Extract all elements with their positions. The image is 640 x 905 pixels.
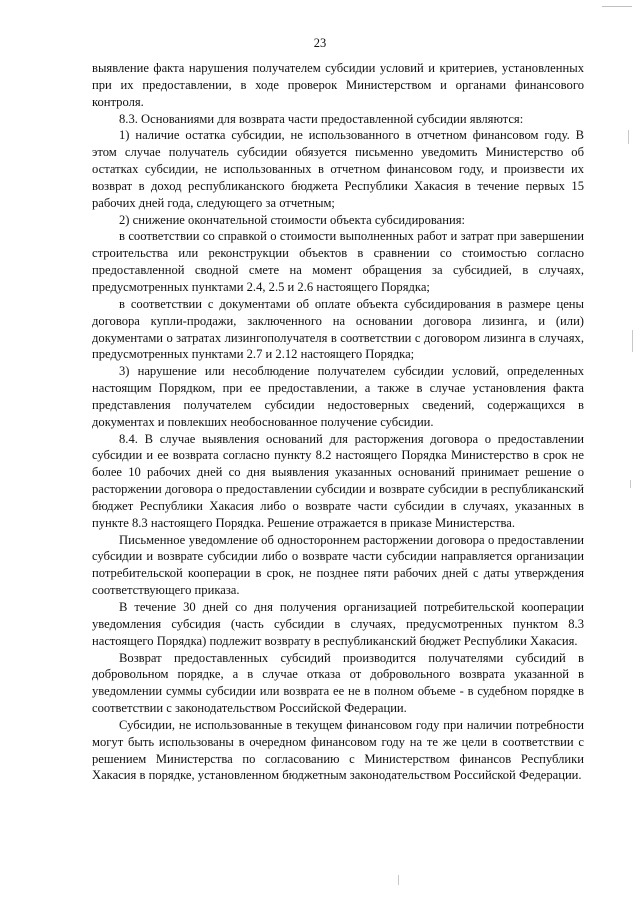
scan-corner-mark <box>602 6 632 7</box>
page-number: 23 <box>313 36 327 50</box>
paragraph-unused-subsidies: Субсидии, не использованные в текущем финансовом году при наличии потребности могут быть использованы в очередном финансовом году на те же цели в соответствии с решением Министерства по согласованию с Министерством финансов Республики Хакасия в порядке, установленном бюджетным законодательством Российской Федерации. <box>92 717 584 783</box>
paragraph-voluntary-return: Возврат предоставленных субсидий производится получателями субсидий в добровольном порядке, а в случае отказа от добровольного возврата указанной в уведомлении суммы субсидии или возврата ее не в полном объеме - в судебном порядке в соответствии с законодательством Российской Федерации. <box>92 650 584 716</box>
paragraph-continuation: выявление факта нарушения получателем субсидии условий и критериев, установленных при их предоставлении, в ходе проверок Министерством и органами финансового контроля. <box>92 61 584 109</box>
paragraph-8-4: 8.4. В случае выявления оснований для расторжения договора о предоставлении субсидии и ее возврата согласно пункту 8.2 настоящего Порядка Министерство в срок не более 10 рабочих дней со дня выявления указанных оснований принимает решение о расторжении договора о предоставлении субсидии и возврате субсидии в республиканский бюджет Республики Хакасия либо о возврате части субсидии в случаях, указанных в пункте 8.3 настоящего Порядка. Решение отражается в приказе Министерства. <box>92 431 584 530</box>
scan-artifact-right-low <box>630 480 631 488</box>
scan-artifact-right-mid <box>632 330 633 352</box>
paragraph-30-days: В течение 30 дней со дня получения организацией потребительской кооперации уведомления субсидия (часть субсидии в случаях, предусмотренных пунктом 8.3 настоящего Порядка) подлежит возврату в республиканский бюджет Республики Хакасия. <box>92 600 584 648</box>
paragraph-8-3-item-2: 2) снижение окончательной стоимости объекта субсидирования: <box>119 212 466 227</box>
scan-artifact-right-top <box>628 130 629 144</box>
paragraph-8-3-item-3: 3) нарушение или несоблюдение получателем субсидии условий, определенных настоящим Порядком, при ее предоставлении, а также в случае установления факта представления получателем субсидии недостоверных сведений, содержащихся в документах и повлекших необоснованное получение субсидии. <box>92 364 584 429</box>
paragraph-written-notice: Письменное уведомление об одностороннем расторжении договора о предоставлении субсидии и возврате субсидии либо о возврате части субсидии направляется организации потребительской кооперации в срок, не позднее пяти рабочих дней с даты утверждения соответствующего приказа. <box>92 532 584 598</box>
paragraph-8-3-item-1: 1) наличие остатка субсидии, не использованного в отчетном финансовом году. В этом случае получатель субсидии обязуется письменно уведомить Министерство об остатках субсидии, не использованных в отчетном финансовом году, и произвести их возврат в доход республиканского бюджета Республики Хакасия в течение первых 15 рабочих дней года, следующего за отчетным; <box>92 128 584 210</box>
paragraph-8-3-heading: 8.3. Основаниями для возврата части предоставленной субсидии являются: <box>119 111 524 126</box>
paragraph-8-3-item-2-b: в соответствии с документами об оплате объекта субсидирования в размере цены договора купли-продажи, заключенного на основании договора лизинга, и (или) документами о затратах лизингополучателя в соответствии с договором лизинга в случаях, предусмотренных пунктами 2.7 и 2.12 настоящего Порядка; <box>92 296 584 362</box>
paragraph-8-3-item-2-a: в соответствии со справкой о стоимости выполненных работ и затрат при завершении строительства или реконструкции объектов в сравнении со стоимостью согласно предоставленной сводной смете на момент обращения за субсидией, в случаях, предусмотренных пунктами 2.4, 2.5 и 2.6 настоящего Порядка; <box>92 229 584 294</box>
document-body <box>92 60 584 784</box>
scan-artifact-bottom <box>398 875 399 885</box>
